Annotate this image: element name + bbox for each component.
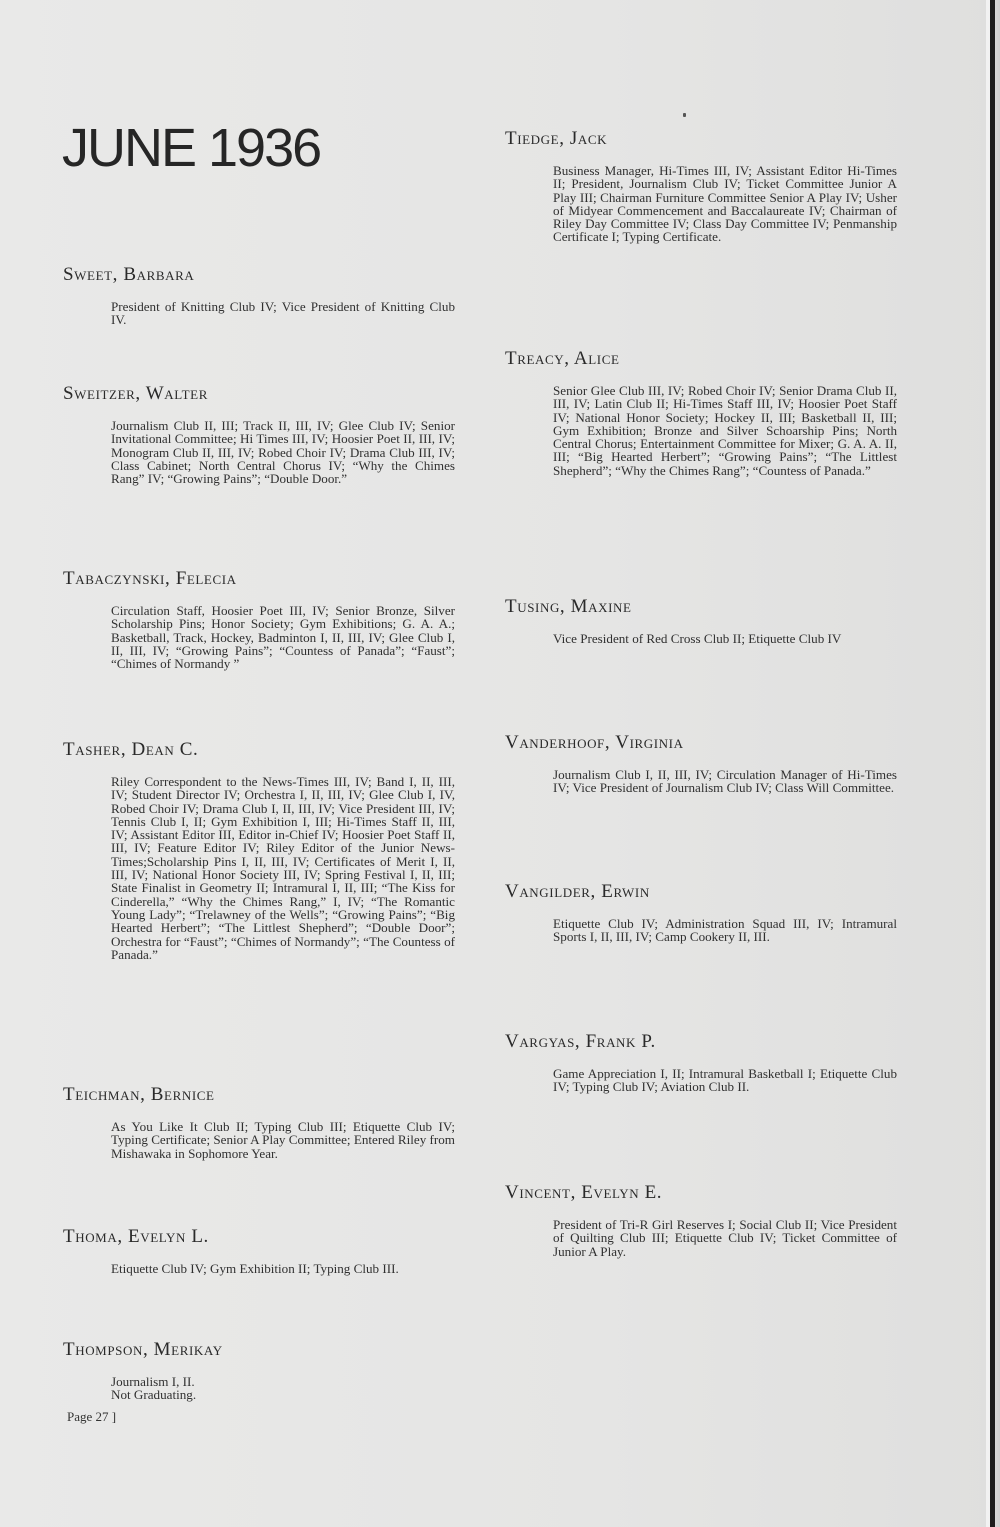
senior-entry [505,596,905,645]
ink-speck [683,113,686,117]
senior-entry [505,128,905,244]
senior-name: Vincent, Evelyn E. [505,1182,663,1203]
senior-name: Tasher, Dean C. [63,739,199,760]
senior-name: Treacy, Alice [505,348,620,369]
page-heading: JUNE 1936 [62,118,321,178]
senior-name: Tabaczynski, Felecia [63,568,237,589]
senior-activities: Etiquette Club IV; Administration Squad III, IV; Intramural Sports I, II, III, IV; Camp Cookery II, III. [553,916,897,945]
senior-activities: President of Tri-R Girl Reserves I; Social Club II; Vice President of Quilting Club III; Etiquette Club IV; Ticket Committee of Junior A Play. [553,1217,897,1259]
senior-entry [505,348,905,477]
senior-activities: As You Like It Club II; Typing Club III; Etiquette Club IV; Typing Certificate; Senior A Play Committee; Entered Riley from Mishawaka in Sophomore Year. [111,1119,455,1161]
senior-name: Tusing, Maxine [505,596,632,617]
binding-edge [986,0,1000,1527]
senior-name: Vanderhoof, Virginia [505,732,684,753]
senior-activities: Business Manager, Hi-Times III, IV; Assistant Editor Hi-Times II; President, Journalism Club IV; Ticket Committee Junior A Play III; Chairman Furniture Committee Senior A Play IV; Usher of Midyear Commencement and Baccalaureate IV; Chairman of Riley Day Committee IV; Class Day Committee IV; Penmanship Certificate I; Typing Certificate. [553,163,897,245]
senior-activities: Circulation Staff, Hoosier Poet III, IV; Senior Bronze, Silver Scholarship Pins; Honor Society; Gym Exhibitions; G. A. A.; Basketball, Track, Hockey, Badminton I, II, III, IV; Glee Club I, II, III, IV; “Growing Pains”; “Countess of Panada”; “Faust”; “Chimes of Normandy ” [111,603,455,672]
senior-name: Teichman, Bernice [63,1084,215,1105]
senior-name: Sweitzer, Walter [63,383,208,404]
senior-name: Vangilder, Erwin [505,881,650,902]
senior-name: Thompson, Merikay [63,1339,223,1360]
senior-entry [63,568,463,670]
senior-entry [63,264,463,327]
senior-entry [63,739,463,961]
senior-name: Thoma, Evelyn L. [63,1226,209,1247]
senior-activities: Journalism I, II. Not Graduating. [111,1374,197,1403]
senior-activities: Journalism Club I, II, III, IV; Circulation Manager of Hi-Times IV; Vice President of Journalism Club IV; Class Will Committee. [553,767,897,796]
senior-entry [505,881,905,944]
page-number: Page 27 ] [67,1409,117,1424]
senior-entry [505,1031,905,1094]
senior-name: Tiedge, Jack [505,128,608,149]
senior-name: Vargyas, Frank P. [505,1031,656,1052]
senior-activities: Riley Correspondent to the News-Times III, IV; Band I, II, III, IV; Student Director IV; Orchestra I, II, III, IV; Glee Club I, IV, Robed Choir IV; Drama Club I, II, III, IV; Vice President III, IV; Tennis Club I, II; Gym Exhibition I, III; Hi-Times Staff II, III, IV; Assistant Editor III, Editor in-Chief IV; Hoosier Poet Staff II, III, IV; Feature Editor IV; Riley Editor of the Junior News-Times;Scholarship Pins I, II, III, IV; Certificates of Merit I, II, III, IV; National Honor Society III, IV; Spring Festival I, II, III; State Finalist in Geometry II; Intramural I, II, III; “The Kiss for Cinderella,” “Why the Chimes Rang,” I, IV; “The Romantic Young Lady”; “Trelawney of the Wells”; “Growing Pains”; “Big Hearted Herbert”; “The Littlest Shepherd”; “Double Door”; Orchestra for “Faust”; “Chimes of Normandy”; “The Countess of Panada.” [111,774,455,962]
senior-activities: President of Knitting Club IV; Vice President of Knitting Club IV. [111,299,455,328]
senior-entry [63,1226,463,1275]
senior-entry [63,1084,463,1160]
senior-entry [63,1339,463,1402]
senior-entry [505,732,905,795]
senior-activities: Senior Glee Club III, IV; Robed Choir IV; Senior Drama Club II, III, IV; Latin Club II; Hi-Times Staff III, IV; Hoosier Poet Staff IV; National Honor Society; Hockey II, III; Basketball II, III; Gym Exhibition; Bronze and Silver Schoarship Pins; North Central Chorus; Entertainment Committee for Mixer; G. A. A. II, III; “Big Hearted Herbert”; “Growing Pains”; “The Littlest Shepherd”; “Why the Chimes Rang”; “Countess of Panada.” [553,383,897,478]
senior-name: Sweet, Barbara [63,264,195,285]
senior-entry [505,1182,905,1258]
senior-activities: Etiquette Club IV; Gym Exhibition II; Typing Club III. [111,1261,399,1276]
senior-activities: Vice President of Red Cross Club II; Etiquette Club IV [553,631,842,646]
senior-entry [63,383,463,485]
senior-activities: Game Appreciation I, II; Intramural Basketball I; Etiquette Club IV; Typing Club IV; Aviation Club II. [553,1066,897,1095]
senior-activities: Journalism Club II, III; Track II, III, IV; Glee Club IV; Senior Invitational Committee; Hi Times III, IV; Hoosier Poet II, III, IV; Monogram Club II, III, IV; Robed Choir IV; Drama Club III, IV; Class Cabinet; North Central Chorus IV; “Why the Chimes Rang” IV; “Growing Pains”; “Double Door.” [111,418,455,487]
